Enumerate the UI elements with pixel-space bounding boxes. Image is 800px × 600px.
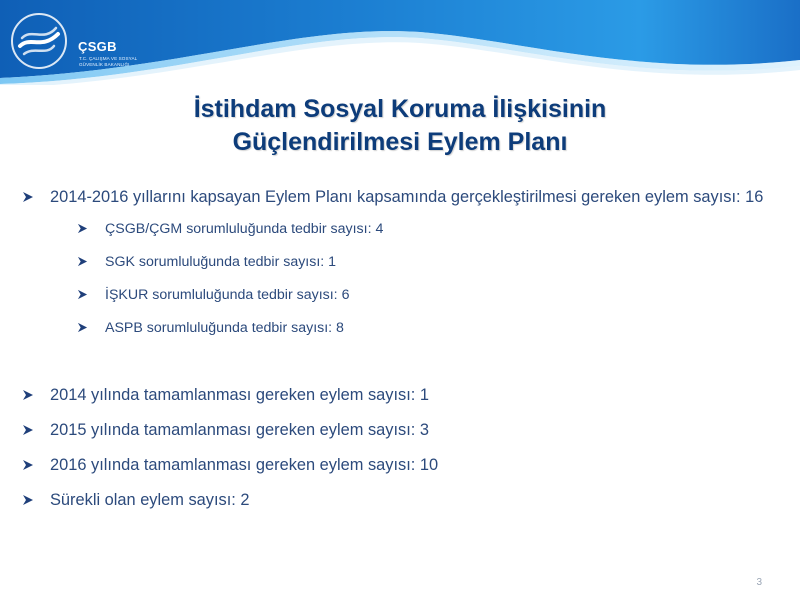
year-bullet (20, 489, 782, 511)
year-bullet-text: 2016 yılında tamamlanması gereken eylem sayısı: 10 (50, 456, 439, 474)
bullet-main-text: 2014-2016 yıllarını kapsayan Eylem Planı kapsamında gerçekleştirilmesi gereken eylem sayısı: 16 (50, 188, 764, 206)
year-bullet (20, 384, 782, 406)
arrow-bullet-icon (77, 322, 88, 333)
slide-title-line-2: Güçlendirilmesi Eylem Planı (232, 128, 568, 156)
year-bullet-text: Sürekli olan eylem sayısı: 2 (50, 491, 250, 509)
logo-emblem-icon (8, 10, 70, 72)
slide-number: 3 (756, 577, 762, 588)
slide-title (0, 93, 800, 159)
slide-title-line-1: İstihdam Sosyal Koruma İlişkisinin (193, 95, 607, 123)
sub-bullet-text: ÇSGB/ÇGM sorumluluğunda tedbir sayısı: 4 (105, 221, 384, 237)
sub-bullet (20, 286, 782, 304)
arrow-bullet-icon (77, 289, 88, 300)
sub-bullet-text: SGK sorumluluğunda tedbir sayısı: 1 (105, 254, 337, 270)
arrow-bullet-icon (77, 256, 88, 267)
arrow-bullet-icon (77, 223, 88, 234)
sub-bullet (20, 220, 782, 238)
year-bullet-text: 2015 yılında tamamlanması gereken eylem sayısı: 3 (50, 421, 429, 439)
ministry-logo (8, 8, 148, 83)
logo-text: ÇSGB (78, 39, 117, 54)
arrow-bullet-icon (22, 389, 34, 401)
header-band (0, 0, 800, 85)
arrow-bullet-icon (22, 459, 34, 471)
arrow-bullet-icon (22, 424, 34, 436)
arrow-bullet-icon (22, 494, 34, 506)
logo-subtitle: T.C. ÇALIŞMA VE SOSYAL GÜVENLİK BAKANLIĞI (79, 56, 138, 67)
slide-content (20, 186, 782, 511)
year-bullet (20, 454, 782, 476)
bullet-main (20, 186, 782, 208)
year-bullet (20, 419, 782, 441)
sub-bullet-text: İŞKUR sorumluluğunda tedbir sayısı: 6 (105, 287, 350, 303)
year-bullet-text: 2014 yılında tamamlanması gereken eylem sayısı: 1 (50, 386, 429, 404)
sub-bullet-text: ASPB sorumluluğunda tedbir sayısı: 8 (105, 320, 344, 336)
arrow-bullet-icon (22, 191, 34, 203)
sub-bullet (20, 319, 782, 337)
sub-bullet (20, 253, 782, 271)
